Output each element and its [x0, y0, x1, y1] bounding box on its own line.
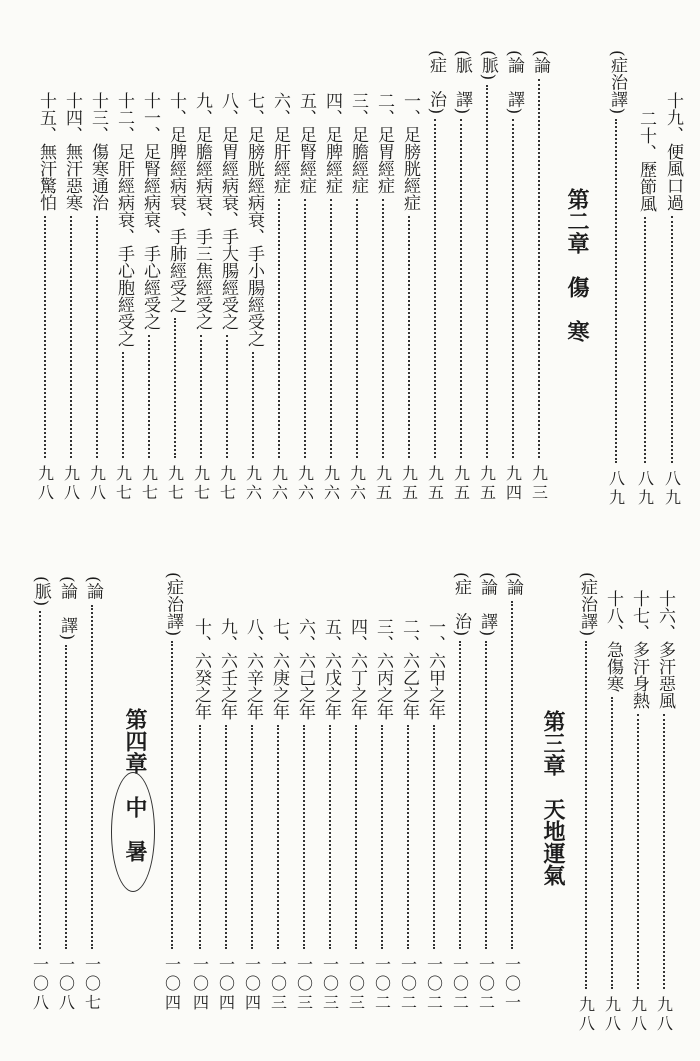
- page-number: 九三: [531, 464, 548, 502]
- page-number: 九五: [453, 464, 470, 502]
- toc-entry: [626, 590, 652, 1033]
- page-number: 一〇二: [478, 955, 495, 1012]
- leader-dots: [355, 725, 359, 949]
- chapter-heading: 第三章 天地運氣: [540, 710, 566, 886]
- entry-title: 十、六癸之年: [191, 618, 211, 720]
- toc-entry: [604, 50, 630, 507]
- page-number: 八九: [608, 469, 625, 507]
- page-number: 九七: [141, 464, 158, 502]
- leader-dots: [303, 725, 307, 949]
- leader-dots: [65, 645, 69, 949]
- entry-title: 二、足胃經症: [374, 92, 394, 194]
- toc-entry: [59, 92, 85, 502]
- leader-dots: [538, 79, 542, 458]
- page-number: 一〇三: [296, 955, 313, 1012]
- entry-title: 二、六乙之年: [399, 618, 419, 720]
- toc-entry: [240, 618, 266, 1012]
- page-number: 九六: [349, 464, 366, 502]
- page-number: 九六: [245, 464, 262, 502]
- page-number: 九六: [297, 464, 314, 502]
- toc-entry: [111, 92, 137, 502]
- page-number: 一〇八: [58, 955, 75, 1012]
- toc-entry: [474, 572, 500, 1012]
- entry-title: 十七、多汗身熱: [629, 590, 649, 709]
- page-number: 九五: [401, 464, 418, 502]
- leader-dots: [122, 352, 126, 458]
- page-number: 九八: [89, 464, 106, 502]
- page-number: 一〇二: [374, 955, 391, 1012]
- entry-title: 十九、便風口過: [663, 92, 683, 211]
- toc-entry: [28, 576, 54, 1012]
- toc-entry: [422, 618, 448, 1012]
- leader-dots: [39, 611, 43, 949]
- leader-dots: [226, 335, 230, 458]
- page-number: 八九: [637, 469, 654, 507]
- entry-title: (論: [530, 50, 550, 74]
- page-number: 九八: [630, 995, 647, 1033]
- toc-entry: [633, 110, 659, 507]
- toc-entry: [188, 618, 214, 1012]
- entry-title: 十八、急傷寒: [603, 590, 623, 692]
- toc-entry: [423, 50, 449, 502]
- leader-dots: [486, 85, 490, 458]
- page-number: 一〇三: [270, 955, 287, 1012]
- toc-entry: [241, 92, 267, 502]
- leader-dots: [356, 199, 360, 458]
- entry-title: 一、六甲之年: [425, 618, 445, 720]
- leader-dots: [585, 641, 589, 989]
- leader-dots: [407, 725, 411, 949]
- toc-entry: [501, 50, 527, 502]
- toc-entry: [319, 92, 345, 502]
- page-number: 一〇二: [452, 955, 469, 1012]
- leader-dots: [611, 697, 615, 989]
- leader-dots: [330, 199, 334, 458]
- entry-title: (論 譯): [504, 50, 524, 115]
- entry-title: 二十、歷節風: [636, 110, 656, 212]
- toc-entry: [215, 92, 241, 502]
- leader-dots: [304, 199, 308, 458]
- toc-entry: [137, 92, 163, 502]
- entry-title: 八、足胃經病衰、手大腸經受之: [218, 92, 238, 330]
- leader-dots: [663, 714, 667, 989]
- toc-entry: [318, 618, 344, 1012]
- entry-title: 六、六己之年: [295, 618, 315, 720]
- leader-dots: [644, 217, 648, 463]
- page-number: 九七: [193, 464, 210, 502]
- handwritten-circle-mark: [111, 772, 155, 892]
- entry-title: (症 治): [451, 572, 471, 637]
- page-number: 九六: [271, 464, 288, 502]
- page-number: 一〇三: [322, 955, 339, 1012]
- toc-entry: [600, 590, 626, 1033]
- page-number: 一〇四: [164, 955, 181, 1012]
- toc-entry: [214, 618, 240, 1012]
- toc-entry: [293, 92, 319, 502]
- leader-dots: [44, 216, 48, 458]
- leader-dots: [200, 335, 204, 458]
- page-number: 一〇七: [84, 955, 101, 1012]
- page-number: 一〇一: [504, 955, 521, 1012]
- toc-entry: [397, 92, 423, 502]
- leader-dots: [96, 216, 100, 458]
- page-number: 一〇二: [426, 955, 443, 1012]
- leader-dots: [252, 352, 256, 458]
- entry-title: 五、六戊之年: [321, 618, 341, 720]
- entry-title: 十六、多汗惡風: [655, 590, 675, 709]
- entry-title: 九、足膽經病衰、手三焦經受之: [192, 92, 212, 330]
- toc-entry: [449, 50, 475, 502]
- entry-title: (症治譯): [163, 572, 183, 637]
- leader-dots: [459, 641, 463, 949]
- toc-entry: [370, 618, 396, 1012]
- toc-entry: [500, 572, 526, 1012]
- leader-dots: [511, 601, 515, 949]
- entry-title: (脈): [478, 50, 498, 81]
- page-number: 九七: [167, 464, 184, 502]
- page-number: 九七: [115, 464, 132, 502]
- page-number: 一〇八: [32, 955, 49, 1012]
- leader-dots: [637, 714, 641, 989]
- toc-entry: [54, 576, 80, 1012]
- entry-title: 十二、足肝經病衰、手心胞經受之: [114, 92, 134, 347]
- entry-title: (脈 譯): [452, 50, 472, 115]
- leader-dots: [433, 725, 437, 949]
- leader-dots: [512, 119, 516, 458]
- entry-title: (症治譯): [577, 572, 597, 637]
- leader-dots: [91, 605, 95, 949]
- page-number: 九五: [375, 464, 392, 502]
- toc-entry: [160, 572, 186, 1012]
- page-number: 九五: [479, 464, 496, 502]
- entry-title: 十三、傷寒通治: [88, 92, 108, 211]
- entry-title: 六、足肝經症: [270, 92, 290, 194]
- entry-title: 三、六丙之年: [373, 618, 393, 720]
- leader-dots: [382, 199, 386, 458]
- page-number: 九八: [604, 995, 621, 1033]
- entry-title: 四、六丁之年: [347, 618, 367, 720]
- page-number: 八九: [664, 469, 681, 507]
- entry-title: 十四、無汗惡寒: [62, 92, 82, 211]
- entry-title: 四、足脾經症: [322, 92, 342, 194]
- page-number: 九八: [578, 995, 595, 1033]
- leader-dots: [615, 119, 619, 463]
- leader-dots: [174, 318, 178, 458]
- toc-entry: [189, 92, 215, 502]
- entry-title: 八、六辛之年: [243, 618, 263, 720]
- page-number: 九七: [219, 464, 236, 502]
- toc-entry: [33, 92, 59, 502]
- toc-entry: [475, 50, 501, 502]
- page-number: 一〇四: [244, 955, 261, 1012]
- leader-dots: [225, 725, 229, 949]
- entry-title: 七、足膀胱經病衰、手小腸經受之: [244, 92, 264, 347]
- entry-title: (論: [503, 572, 523, 596]
- leader-dots: [70, 216, 74, 458]
- entry-title: 十五、無汗驚怕: [36, 92, 56, 211]
- toc-entry: [344, 618, 370, 1012]
- toc-entry: [660, 92, 686, 507]
- toc-entry: [266, 618, 292, 1012]
- leader-dots: [171, 641, 175, 949]
- chapter-heading: 第二章 傷 寒: [564, 188, 590, 342]
- toc-entry: [85, 92, 111, 502]
- entry-title: 一、足膀胱經症: [400, 92, 420, 211]
- entry-title: 九、六壬之年: [217, 618, 237, 720]
- toc-entry: [345, 92, 371, 502]
- page-number: 九八: [656, 995, 673, 1033]
- toc-entry: [267, 92, 293, 502]
- leader-dots: [434, 119, 438, 458]
- toc-entry: [527, 50, 553, 502]
- entry-title: (論: [83, 576, 103, 600]
- entry-title: 三、足膽經症: [348, 92, 368, 194]
- page-number: 九八: [63, 464, 80, 502]
- leader-dots: [671, 216, 675, 463]
- page-number: 一〇四: [192, 955, 209, 1012]
- page-number: 九四: [505, 464, 522, 502]
- entry-title: 十一、足腎經病衰、手心經受之: [140, 92, 160, 330]
- page-number: 九八: [37, 464, 54, 502]
- leader-dots: [460, 119, 464, 458]
- leader-dots: [278, 199, 282, 458]
- toc-entry: [292, 618, 318, 1012]
- page-number: 一〇三: [348, 955, 365, 1012]
- toc-entry: [371, 92, 397, 502]
- leader-dots: [199, 725, 203, 949]
- chapter-heading: 第四章 中 暑: [122, 708, 148, 862]
- entry-title: 五、足腎經症: [296, 92, 316, 194]
- page-number: 一〇四: [218, 955, 235, 1012]
- toc-entry: [163, 92, 189, 502]
- entry-title: (症治譯): [607, 50, 627, 115]
- leader-dots: [485, 641, 489, 949]
- leader-dots: [381, 725, 385, 949]
- leader-dots: [329, 725, 333, 949]
- leader-dots: [251, 725, 255, 949]
- entry-title: (論 譯): [57, 576, 77, 641]
- toc-entry: [574, 572, 600, 1033]
- entry-title: (症 治): [426, 50, 446, 115]
- entry-title: 七、六庚之年: [269, 618, 289, 720]
- toc-entry: [652, 590, 678, 1033]
- entry-title: (論 譯): [477, 572, 497, 637]
- toc-entry: [448, 572, 474, 1012]
- toc-entry: [396, 618, 422, 1012]
- toc-entry: [80, 576, 106, 1012]
- page-number: 九六: [323, 464, 340, 502]
- page-number: 一〇二: [400, 955, 417, 1012]
- leader-dots: [148, 335, 152, 458]
- page-number: 九五: [427, 464, 444, 502]
- leader-dots: [277, 725, 281, 949]
- entry-title: (脈): [31, 576, 51, 607]
- entry-title: 十、足脾經病衰、手肺經受之: [166, 92, 186, 313]
- leader-dots: [408, 216, 412, 458]
